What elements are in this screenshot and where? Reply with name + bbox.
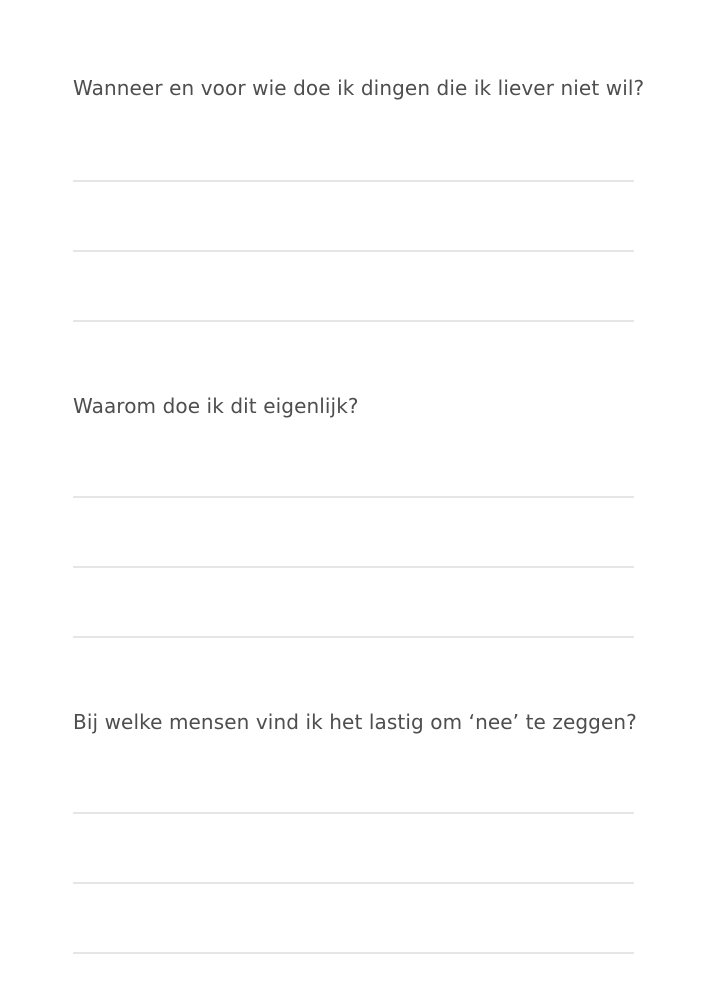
question-3: Bij welke mensen vind ik het lastig om ‘nee’ te zeggen? (73, 710, 637, 734)
answer-line-1-3[interactable] (73, 320, 634, 322)
answer-line-1-1[interactable] (73, 180, 634, 182)
answer-line-3-1[interactable] (73, 812, 634, 814)
answer-line-2-2[interactable] (73, 566, 634, 568)
question-2: Waarom doe ik dit eigenlijk? (73, 394, 359, 418)
question-1: Wanneer en voor wie doe ik dingen die ik liever niet wil? (73, 76, 645, 100)
answer-line-2-1[interactable] (73, 496, 634, 498)
answer-line-2-3[interactable] (73, 636, 634, 638)
answer-line-1-2[interactable] (73, 250, 634, 252)
answer-line-3-3[interactable] (73, 952, 634, 954)
answer-line-3-2[interactable] (73, 882, 634, 884)
